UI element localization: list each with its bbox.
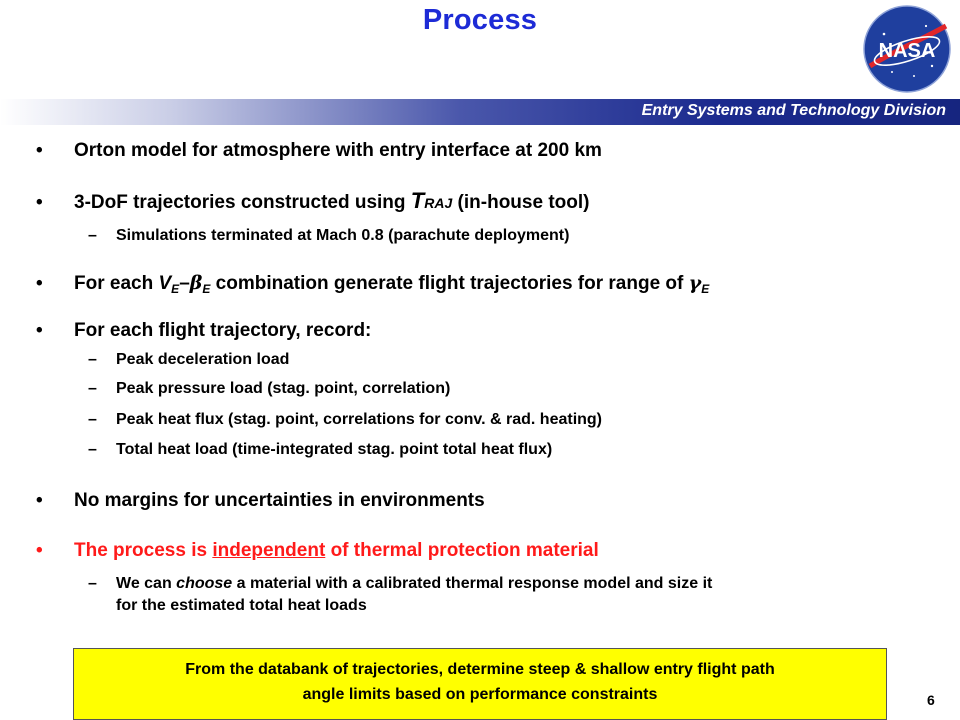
sub-bullet-dash: – [88, 575, 97, 592]
sub-bullet-2-1-text: Simulations terminated at Mach 0.8 (parachute deployment) [116, 227, 570, 244]
bullet-3-mid: combination generate flight trajectories for range of [210, 273, 689, 294]
sub-bullet-6-1-pre: We can [116, 575, 177, 592]
bullet-6 [36, 540, 599, 562]
logo-text: NASA [878, 40, 936, 62]
bullet-dot: • [36, 320, 43, 341]
bullet-3-pre: For each [74, 273, 159, 294]
sub-bullet-4-4 [88, 440, 552, 460]
sub-bullet-4-2-text: Peak pressure load (stag. point, correlation) [116, 380, 451, 397]
sub-bullet-dash: – [88, 227, 97, 244]
bullet-2-pre: 3-DoF trajectories constructed using [74, 192, 411, 213]
conclusion-line-2: angle limits based on performance constraints [302, 686, 658, 703]
sub-bullet-dash: – [88, 380, 97, 397]
bullet-dot: • [36, 490, 43, 511]
bullet-4-text: For each flight trajectory, record: [74, 320, 372, 341]
conclusion-box [73, 648, 887, 720]
sub-bullet-dash: – [88, 351, 97, 368]
bullet-5 [36, 490, 485, 512]
sub-bullet-4-2 [88, 379, 450, 399]
bullet-5-text: No margins for uncertainties in environments [74, 490, 485, 511]
division-name: Entry Systems and Technology Division [641, 102, 946, 119]
traj-tool-initial: T [410, 188, 425, 213]
sub-bullet-4-3-text: Peak heat flux (stag. point, correlations for conv. & rad. heating) [116, 411, 603, 428]
division-banner [0, 99, 960, 125]
bullet-6-underlined: independent [212, 540, 326, 561]
bullet-2 [36, 190, 589, 214]
sub-bullet-6-1-italic: choose [176, 575, 233, 592]
page-number: 6 [927, 692, 935, 708]
bullet-1 [36, 140, 602, 162]
bullet-3 [36, 272, 709, 296]
beta-symbol: β [189, 272, 203, 294]
sub-bullet-6-1-continuation: for the estimated total heat loads [116, 597, 367, 614]
bullet-6-post: of thermal protection material [325, 540, 599, 561]
gamma-symbol: γ [688, 272, 702, 294]
bullet-6-pre: The process is [74, 540, 213, 561]
bullet-dot: • [36, 192, 43, 213]
bullet-1-text: Orton model for atmosphere with entry interface at 200 km [74, 140, 602, 161]
sub-bullet-4-1-text: Peak deceleration load [116, 351, 290, 368]
sub-bullet-dash: – [88, 411, 97, 428]
bullet-4 [36, 320, 371, 342]
traj-tool-rest: RAJ [424, 195, 453, 211]
bullet-2-post: (in-house tool) [452, 192, 590, 213]
bullet-dot: • [36, 540, 43, 561]
sub-bullet-dash: – [88, 441, 97, 458]
sub-bullet-6-1 [88, 574, 712, 594]
nasa-logo-icon [862, 4, 952, 94]
sub-bullet-4-3 [88, 410, 602, 430]
gamma-subscript: E [701, 282, 710, 296]
bullet-dot: • [36, 273, 43, 294]
conclusion-line-1: From the databank of trajectories, determine steep & shallow entry flight path [185, 661, 775, 678]
bullet-dot: • [36, 140, 43, 161]
slide-title: Process [422, 4, 538, 36]
sub-bullet-2-1 [88, 226, 569, 246]
dash-symbol: – [179, 273, 190, 294]
sub-bullet-6-1-post: a material with a calibrated thermal response model and size it [232, 575, 713, 592]
beta-subscript: E [202, 282, 211, 296]
velocity-symbol: V [158, 273, 172, 294]
sub-bullet-4-4-text: Total heat load (time-integrated stag. point total heat flux) [116, 441, 553, 458]
sub-bullet-4-1 [88, 350, 289, 370]
velocity-subscript: E [171, 282, 180, 296]
